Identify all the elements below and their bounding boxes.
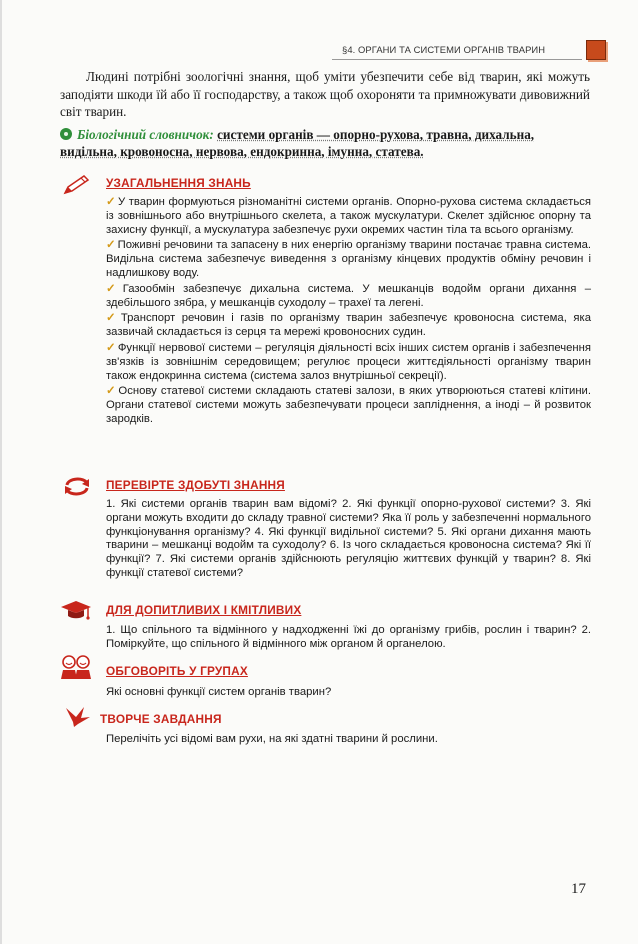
check-icon: ✓ bbox=[106, 196, 116, 208]
discuss-question: Які основні функції систем органів тварин? bbox=[106, 686, 332, 698]
check-icon: ✓ bbox=[106, 282, 121, 295]
check-icon: ✓ bbox=[106, 312, 119, 325]
summary-item: ✓ Транспорт речовин і газів по організму тварин забезпечує кровоносна система, яка зазвичай складається із серця та мережі кровоносних судин. bbox=[106, 312, 591, 339]
curious-title: ДЛЯ ДОПИТЛИВИХ І КМІТЛИВИХ bbox=[106, 603, 302, 617]
check-questions: 1. Які системи органів тварин вам відомі? 2. Які функції опорно-рухової системи? 3. Які органи можуть входити до складу травної системи? Яка її роль у забезпеченні нормального функціонування організму? 4. Які функції видільної системи? 5. Які органи дихання мають тварини – мешканці водойм та суходолу? 6. Із чого складається кровоносна система? Які її функції? 7. Які системи органів здійснюють регуляцію життєвих функцій у тварин? 8. Які функції статевої системи? bbox=[106, 498, 591, 579]
summary-title: УЗАГАЛЬНЕННЯ ЗНАНЬ bbox=[106, 176, 251, 190]
section-header: §4. ОРГАНИ ТА СИСТЕМИ ОРГАНІВ ТВАРИН bbox=[342, 44, 546, 55]
creative-title: ТВОРЧЕ ЗАВДАННЯ bbox=[100, 712, 222, 726]
summary-item: ✓ Функції нервової системи – регуляція діяльності всіх інших систем органів і забезпечення зв'язків із зовнішнім середовищем; регулює процеси життєдіяльності організму тварин також ендокринна система (система залоз внутрішньої секреції). bbox=[106, 341, 591, 382]
intro-paragraph: Людині потрібні зоологічні знання, щоб уміти убезпечити себе від тварин, які можуть заподіяти шкоди їй або її господарству, а також щоб охороняти та примножувати дивовижний світ тварин. bbox=[60, 69, 590, 119]
dove-icon bbox=[64, 704, 92, 728]
discuss-title: ОБГОВОРІТЬ У ГРУПАХ bbox=[106, 664, 248, 678]
summary-item: ✓ Газообмін забезпечує дихальна система. У мешканців водойм органи дихання – здебільшого зябра, у мешканців суходолу – трахеї та легені. bbox=[106, 282, 591, 309]
check-icon: ✓ bbox=[106, 385, 117, 398]
check-icon: ✓ bbox=[106, 239, 116, 252]
glossary-text: системи органів — опорно-рухова, травна, дихальна, видільна, кровоносна, нервова, ендокринна, імунна, статева. bbox=[60, 127, 535, 159]
check-title: ПЕРЕВІРТЕ ЗДОБУТІ ЗНАННЯ bbox=[106, 478, 285, 492]
header-marker bbox=[586, 40, 606, 60]
creative-task: Перелічіть усі відомі вам рухи, на які здатні тварини й рослини. bbox=[106, 733, 438, 745]
flower-icon bbox=[60, 128, 72, 140]
graduation-cap-icon bbox=[60, 598, 92, 622]
summary-item: ✓ Поживні речовини та запасену в них енергію організму тварини постачає травна система. Видільна система забезпечує виведення з організму кінцевих продуктів обміну речовин і надлишкову воду. bbox=[106, 239, 592, 279]
glossary bbox=[60, 126, 592, 160]
curious-questions: 1. Що спільного та відмінного у надходженні їжі до організму грибів, рослин і тварин? 2. Поміркуйте, що спільного й відмінного між органом й органелою. bbox=[106, 624, 591, 650]
group-faces-icon bbox=[60, 654, 92, 680]
page-number: 17 bbox=[571, 881, 586, 897]
summary-list bbox=[106, 196, 591, 429]
pencil-icon bbox=[62, 174, 90, 196]
summary-item: ✓ У тварин формуються різноманітні системи органів. Опорно-рухова система складається із зовнішнього або внутрішнього скелета, а також мускулатури. Скелет здійснює опорну та захисну функції, а мускулатура забезпечує рухи окремих частин тіла та всього організму. bbox=[106, 196, 591, 236]
cycle-arrows-icon bbox=[62, 475, 92, 497]
summary-item: ✓ Основу статевої системи складають статеві залози, в яких утворюються статеві клітини. Органи статевої системи можуть забезпечувати процеси запліднення, а іноді – й розвиток зародків. bbox=[106, 385, 592, 425]
header-rule bbox=[332, 59, 582, 60]
glossary-label: Біологічний словничок: bbox=[77, 127, 214, 142]
check-icon: ✓ bbox=[106, 341, 116, 354]
